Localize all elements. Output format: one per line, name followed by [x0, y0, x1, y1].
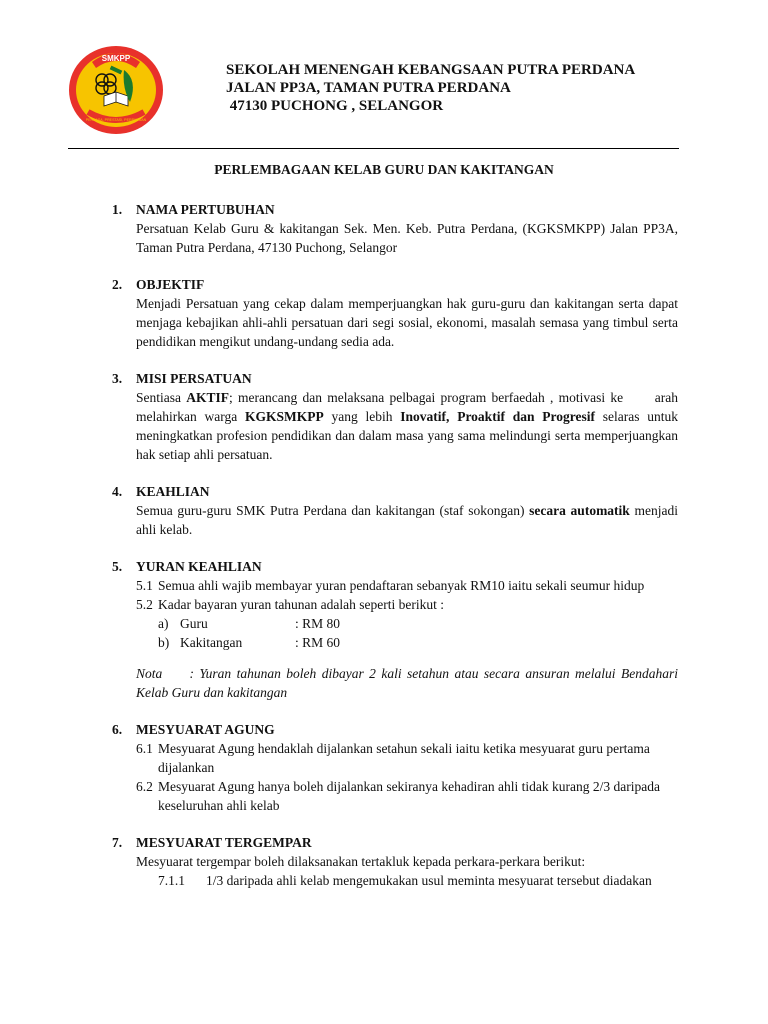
- fee-row-kakitangan: b) Kakitangan : RM 60: [158, 635, 341, 650]
- section-text: Persatuan Kelab Guru & kakitangan Sek. Men. Keb. Putra Perdana, (KGKSMKPP) Jalan PP3A, Taman Putra Perdana, 47130 Puchong, Selangor: [136, 221, 678, 255]
- section-text: Menjadi Persatuan yang cekap dalam memperjuangkan hak guru-guru dan kakitangan serta dapat menjaga kebajikan ahli-ahli persatuan dari segi sosial, ekonomi, masalah semasa yang timbul serta pendidikan mengikut undang-undang sedia ada.: [136, 296, 678, 349]
- section-heading: 5. YURAN KEAHLIAN: [112, 559, 262, 574]
- document-body: [112, 200, 682, 908]
- section-3: [112, 369, 682, 464]
- section-text: Semua guru-guru SMK Putra Perdana dan kakitangan (staf sokongan) secara automatik menjadi ahli kelab.: [136, 503, 679, 537]
- fee-row-guru: a) Guru : RM 80: [158, 616, 341, 631]
- list-item: 5.2 Kadar bayaran yuran tahunan adalah seperti berikut :: [136, 597, 444, 612]
- section-heading: 3. MISI PERSATUAN: [112, 371, 252, 386]
- section-2: [112, 275, 678, 351]
- logo-banner-text: SMKPP: [101, 54, 131, 63]
- header-divider: [68, 148, 679, 149]
- fee-note: Nota : Yuran tahunan boleh dibayar 2 kali setahun atau secara ansuran melalui Bendahari Kelab Guru dan kakitangan: [136, 666, 682, 700]
- section-6: [112, 720, 678, 815]
- list-item: 6.1 Mesyuarat Agung hendaklah dijalankan setahun sekali iaitu ketika mesyuarat guru pertama dijalankan: [136, 741, 650, 775]
- section-heading: 6. MESYUARAT AGUNG: [112, 722, 275, 737]
- section-heading: 1. NAMA PERTUBUHAN: [112, 202, 275, 217]
- school-postcode: 47130 PUCHONG , SELANGOR: [226, 98, 444, 114]
- list-item: 6.2 Mesyuarat Agung hanya boleh dijalankan sekiranya kehadiran ahli tidak kurang 2/3 daripada keseluruhan ahli kelab: [136, 779, 660, 813]
- school-name: SEKOLAH MENENGAH KEBANGSAAN PUTRA PERDANA: [226, 62, 636, 78]
- list-item: 5.1 Semua ahli wajib membayar yuran pendaftaran sebanyak RM10 iaitu sekali seumur hidup: [136, 578, 645, 593]
- section-heading: 7. MESYUARAT TERGEMPAR: [112, 835, 312, 850]
- school-logo: [66, 40, 166, 136]
- document-title: PERLEMBAGAAN KELAB GURU DAN KAKITANGAN: [214, 162, 554, 177]
- section-7: [112, 833, 678, 890]
- section-4: [112, 482, 678, 539]
- section-5: [112, 557, 682, 702]
- section-text: Sentiasa AKTIF; merancang dan melaksana pelbagai program berfaedah , motivasi ke arah melahirkan warga KGKSMKPP yang lebih Inovatif, Proaktif dan Progresif selaras untuk meningkatkan profesion pendidikan dan dalam masa yang sama melindungi serta memperjuangkan hak setiap ahli persatuan.: [136, 390, 682, 462]
- school-address: [226, 61, 635, 115]
- section-1: [112, 200, 678, 257]
- section-heading: 2. OBJEKTIF: [112, 277, 205, 292]
- list-item: 7.1.1 1/3 daripada ahli kelab mengemukakan usul meminta mesyuarat tersebut diadakan: [158, 873, 652, 888]
- section-heading: 4. KEAHLIAN: [112, 484, 210, 499]
- section-text: Mesyuarat tergempar boleh dilaksanakan tertakluk kepada perkara-perkara berikut:: [136, 854, 586, 869]
- school-street: JALAN PP3A, TAMAN PUTRA PERDANA: [226, 80, 511, 96]
- logo-motto: PERKASA, PRESTASI, PERPADUAN: [85, 118, 147, 122]
